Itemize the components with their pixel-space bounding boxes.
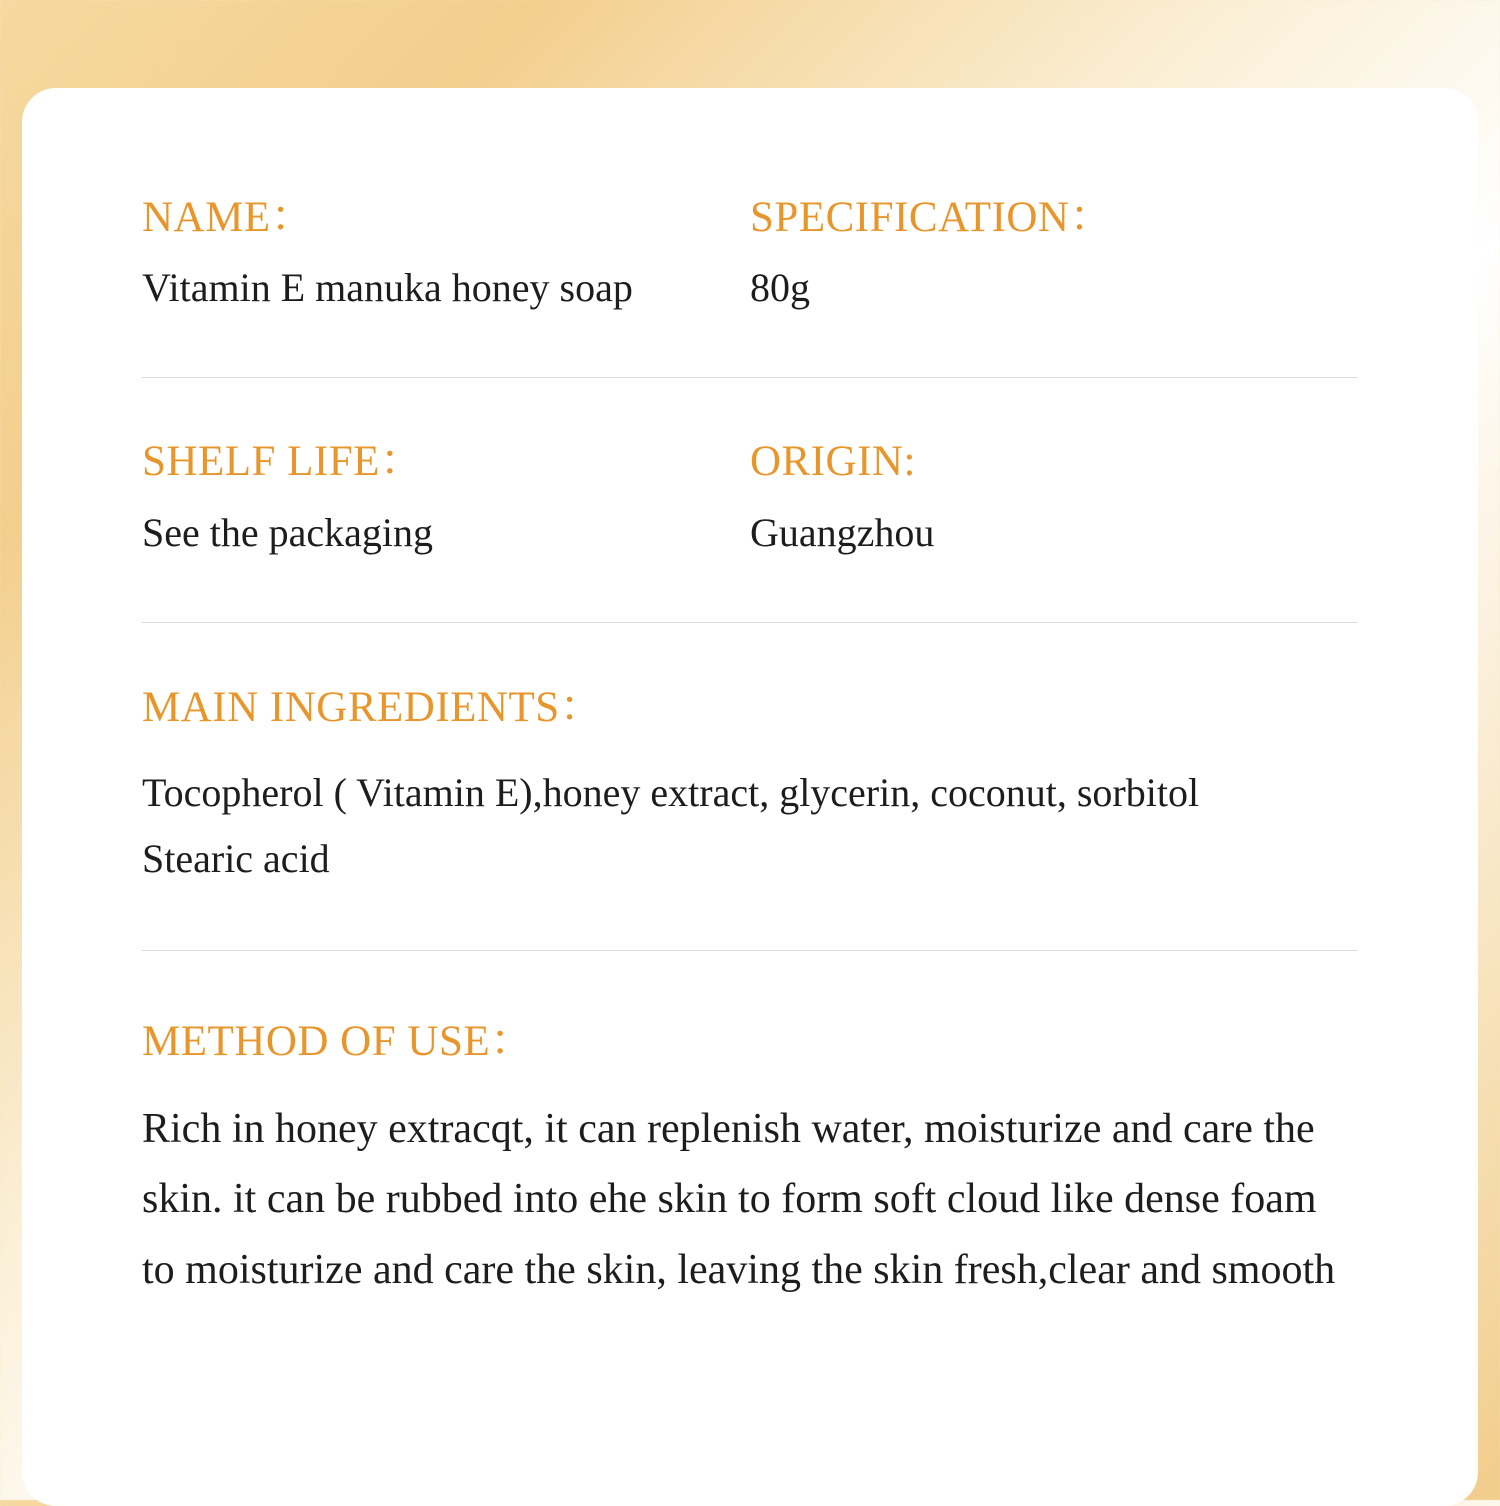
method-of-use-text: Rich in honey extracqt, it can replenish water, moisturize and care the skin. it can be rubbed into ehe skin to form soft cloud like dense foam to moisturize and care the skin, leaving the skin fresh,clear and smooth (142, 1105, 1336, 1293)
spacer (142, 315, 1358, 377)
field-shelf-life (142, 438, 750, 559)
field-row-name-specification (142, 88, 1358, 315)
specification-value: 80g (750, 265, 810, 311)
section-method-of-use (142, 951, 1358, 1364)
main-ingredients-line-2: Stearic acid (142, 835, 330, 881)
section-main-ingredients (142, 623, 1358, 950)
name-value: Vitamin E manuka honey soap (142, 265, 633, 311)
specification-label: SPECIFICATION： (750, 194, 1113, 241)
main-ingredients-label: MAIN INGREDIENTS： (142, 683, 604, 731)
spacer (142, 560, 1358, 622)
field-specification (750, 194, 1358, 315)
shelf-life-value: See the packaging (142, 509, 433, 555)
method-of-use-label: METHOD OF USE： (142, 1017, 534, 1065)
origin-label: ORIGIN: (750, 438, 916, 486)
name-label: NAME： (142, 194, 315, 241)
origin-value: Guangzhou (750, 509, 935, 555)
field-row-shelf-origin (142, 378, 1358, 559)
product-info-card (22, 88, 1478, 1506)
field-name (142, 194, 750, 315)
field-origin (750, 438, 1358, 559)
main-ingredients-line-1: Tocopherol ( Vitamin E),honey extract, glycerin, coconut, sorbitol (142, 769, 1200, 815)
shelf-life-label: SHELF LIFE： (142, 438, 424, 486)
